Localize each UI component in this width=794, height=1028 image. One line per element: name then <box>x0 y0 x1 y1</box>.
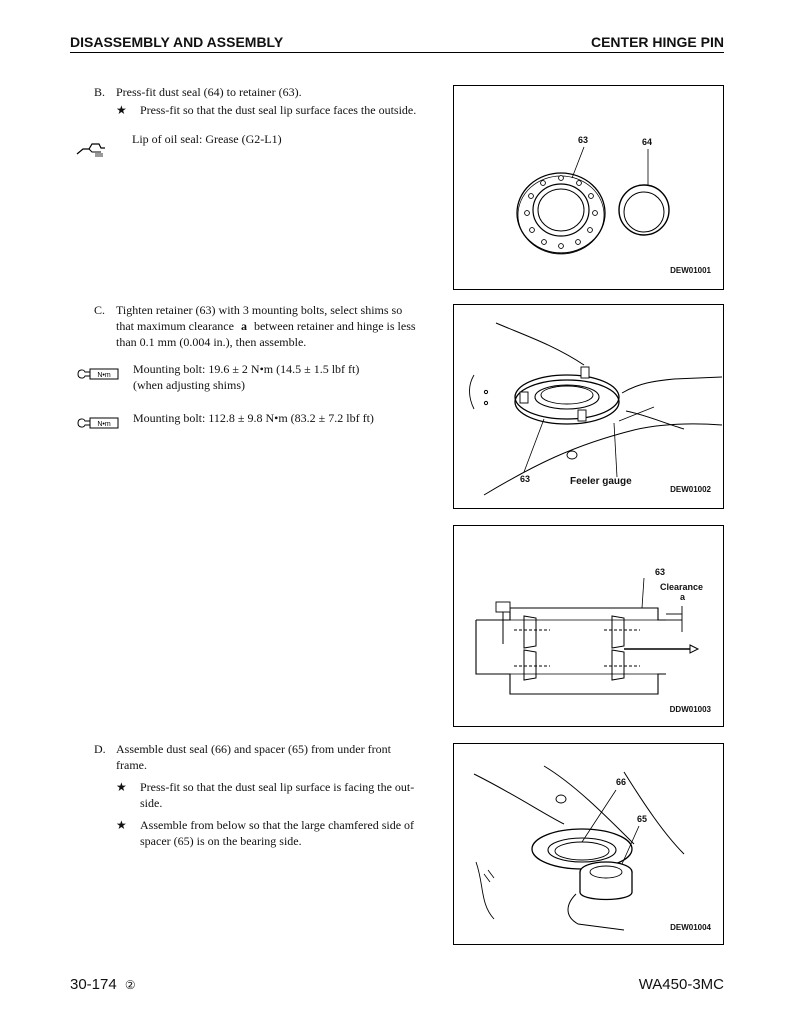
revision-mark: ② <box>124 978 136 992</box>
page-number-value: 30-174 <box>70 976 117 993</box>
figure-code: DDW01003 <box>669 705 711 714</box>
retainer-seal-drawing <box>454 86 723 289</box>
model-code: WA450-3MC <box>638 976 724 993</box>
figure-code: DEW01001 <box>670 266 711 275</box>
callout-63: 63 <box>578 135 589 145</box>
grease-icon <box>75 140 107 163</box>
torque-spec-1 <box>133 361 359 393</box>
star-icon: ★ <box>116 103 127 117</box>
callout-feeler-gauge: Feeler gauge <box>570 476 632 487</box>
callout-65: 65 <box>637 814 648 824</box>
figure-clearance-section <box>453 525 724 727</box>
figure-feeler-gauge <box>453 304 724 509</box>
callout-clearance: Clearance <box>660 582 704 592</box>
header-rule <box>70 52 724 53</box>
callout-66: 66 <box>616 777 627 787</box>
step-b-letter: B. <box>94 85 106 99</box>
step-c-line2-pre: that maximum clearance <box>116 319 234 333</box>
figure-code: DEW01002 <box>670 485 711 494</box>
star-icon: ★ <box>116 818 127 832</box>
step-c-line1: Tighten retainer (63) with 3 mounting bolts, select shims so <box>116 303 403 317</box>
torque-spec-2: Mounting bolt: 112.8 ± 9.8 N•m (83.2 ± 7.2 lbf ft) <box>133 411 374 425</box>
star-icon: ★ <box>116 780 127 794</box>
figure-code: DEW01004 <box>670 923 711 932</box>
step-b-note: Lip of oil seal: Grease (G2-L1) <box>132 132 282 146</box>
svg-text:N•m: N•m <box>97 421 111 428</box>
step-c-line2-post: between retainer and hinge is less <box>253 319 416 333</box>
step-d-letter: D. <box>94 742 106 756</box>
callout-63: 63 <box>655 567 666 577</box>
step-c-letter: C. <box>94 303 106 317</box>
step-c <box>94 302 439 350</box>
section-title: DISASSEMBLY AND ASSEMBLY <box>70 34 284 50</box>
figure-dust-seal-spacer <box>453 743 724 945</box>
step-b-star1: Press-fit so that the dust seal lip surface faces the outside. <box>140 103 417 117</box>
step-d-star2-line2: spacer (65) is on the bearing side. <box>140 834 302 848</box>
step-d-line1: Assemble dust seal (66) and spacer (65) from under front <box>116 742 391 756</box>
callout-64: 64 <box>642 137 653 147</box>
torque-spec-1-line2: (when adjusting shims) <box>133 378 245 392</box>
step-d-star1-line2: side. <box>140 796 163 810</box>
callout-63: 63 <box>520 474 531 484</box>
step-b-text: Press-fit dust seal (64) to retainer (63). <box>116 85 302 99</box>
callout-clearance-a: a <box>680 592 686 602</box>
step-d <box>94 741 439 849</box>
torque-wrench-icon <box>76 366 120 387</box>
torque-wrench-icon <box>76 415 120 436</box>
clearance-section-drawing <box>454 526 723 726</box>
dust-seal-spacer-drawing <box>454 744 723 944</box>
page-number <box>70 976 136 993</box>
step-c-line3: than 0.1 mm (0.004 in.), then assemble. <box>116 335 307 349</box>
svg-text:N•m: N•m <box>97 372 111 379</box>
page-topic: CENTER HINGE PIN <box>590 34 724 50</box>
step-b <box>94 84 439 118</box>
step-d-star1-line1: Press-fit so that the dust seal lip surface is facing the out- <box>140 780 415 794</box>
clearance-symbol: a <box>240 319 247 333</box>
step-d-star2-line1: Assemble from below so that the large chamfered side of <box>140 818 415 832</box>
figure-retainer-dust-seal <box>453 85 724 290</box>
step-d-line2: frame. <box>116 758 147 772</box>
torque-spec-1-line1: Mounting bolt: 19.6 ± 2 N•m (14.5 ± 1.5 lbf ft) <box>133 362 360 376</box>
